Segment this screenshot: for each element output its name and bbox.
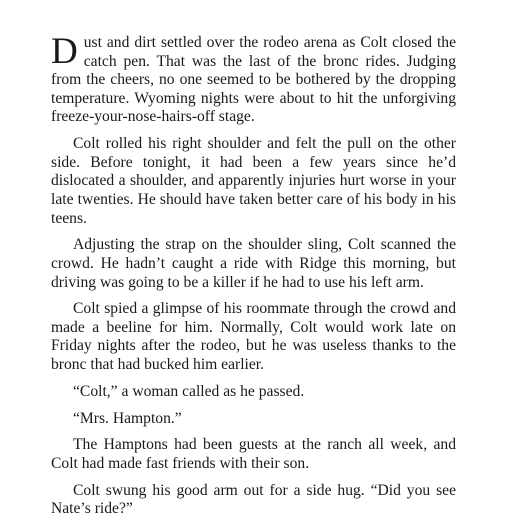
paragraph-roommate: Colt spied a glimpse of his roommate through the crowd and made a beeline for him. Normally, Colt would work late on Friday nights after the rodeo, but he was useless thanks to the bronc that had bucked him earlier. — [51, 300, 456, 374]
opening-paragraph — [51, 31, 456, 127]
paragraph-hamptons-guests: The Hamptons had been guests at the ranch all week, and Colt had made fast friends with their son. — [51, 436, 456, 472]
paragraph-sling: Adjusting the strap on the shoulder sling, Colt scanned the crowd. He hadn’t caught a ride with Ridge this morning, but driving was going to be a killer if he had to use his left arm. — [51, 236, 456, 291]
paragraph-mrs-hampton: “Mrs. Hampton.” — [73, 409, 182, 427]
drop-cap-letter: D — [51, 31, 78, 72]
opening-paragraph-text: ust and dirt settled over the rodeo arena as Colt closed the catch pen. That was the last of the bronc rides. Judging from the cheers, no one seemed to be bothered by the dropping temperature. Wyoming nights were about to hit the unforgiving freeze-your-nose-hairs-off stage. — [51, 34, 456, 126]
paragraph-woman-called: “Colt,” a woman called as he passed. — [73, 382, 305, 400]
paragraph-shoulder: Colt rolled his right shoulder and felt the pull on the other side. Before tonight, it had been a few years since he’d dislocated a shoulder, and apparently injuries hurt worse in your late twenties. He should have taken better care of his body in his teens. — [51, 135, 456, 227]
paragraph-side-hug: Colt swung his good arm out for a side hug. “Did you see Nate’s ride?” — [51, 481, 456, 518]
